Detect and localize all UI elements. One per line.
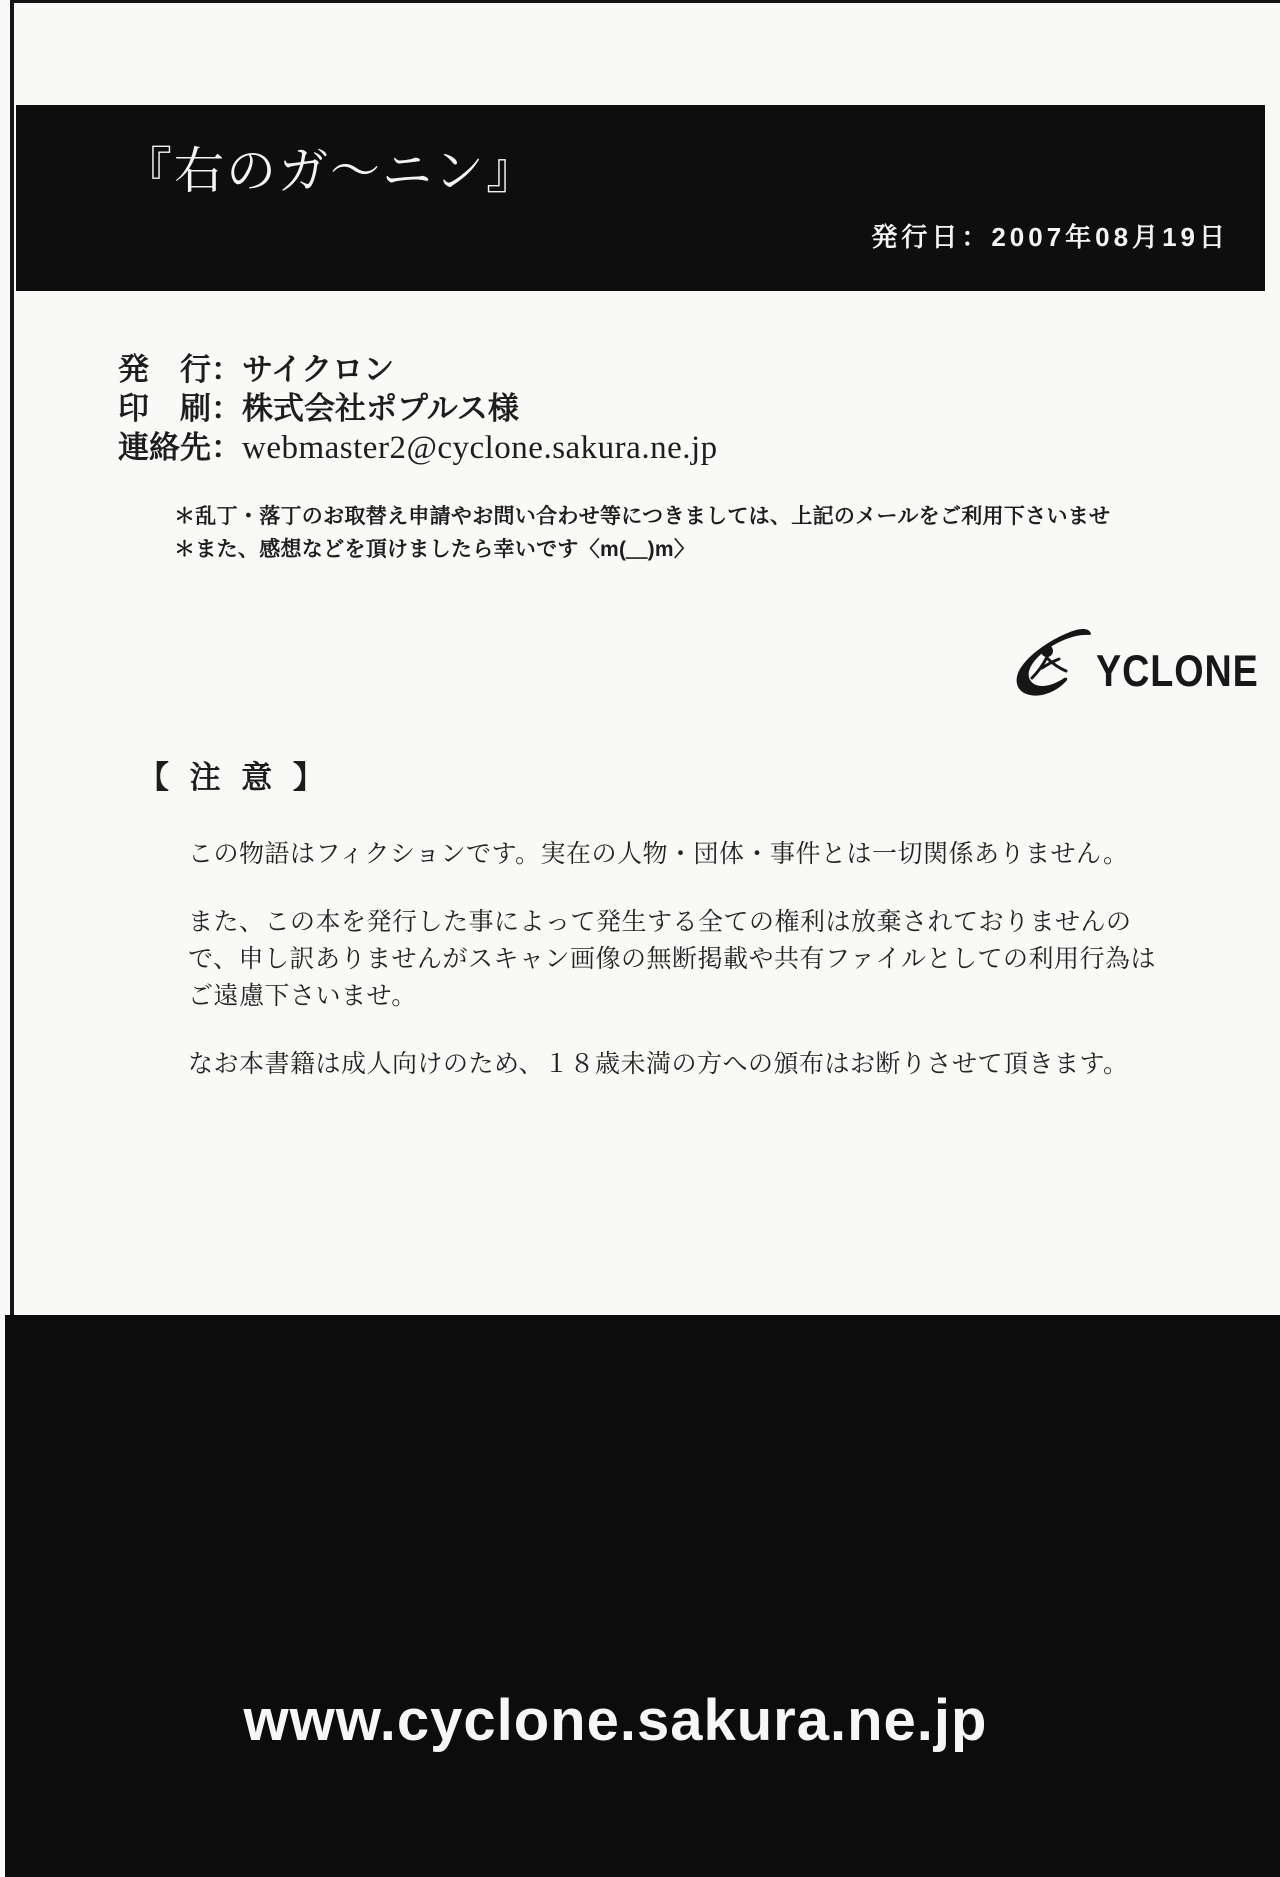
printer-row bbox=[118, 389, 718, 428]
notice-paragraph-rights: また、この本を発行した事によって発生する全ての権利は放棄されておりませんので、申し訳ありませんがスキャン画像の無断掲載や共有ファイルとしての利用行為はご遠慮下さいませ。 bbox=[188, 908, 1157, 1010]
contact-label: 連絡先： bbox=[118, 430, 242, 465]
cyclone-wordmark: YCLONE bbox=[1096, 646, 1259, 696]
publish-date: 発行日：2007年08月19日 bbox=[871, 222, 1229, 252]
title-band bbox=[16, 105, 1265, 291]
notes-block bbox=[174, 500, 1110, 566]
contact-email: webmaster2@cyclone.sakura.ne.jp bbox=[242, 430, 718, 466]
contact-row bbox=[118, 428, 718, 468]
publisher-row bbox=[118, 350, 718, 389]
footer-band bbox=[5, 1315, 1280, 1877]
book-title: 『右のガ〜ニン』 bbox=[122, 143, 538, 199]
notice-heading: 【 注 意 】 bbox=[138, 760, 330, 795]
notice-paragraph-fiction: この物語はフィクションです。実在の人物・団体・事件とは一切関係ありません。 bbox=[188, 840, 1129, 868]
notice-paragraph-adult: なお本書籍は成人向けのため、１８歳未満の方への頒布はお断りさせて頂きます。 bbox=[188, 1050, 1129, 1078]
publisher-label: 発 行： bbox=[118, 352, 242, 387]
printer-value: 株式会社ポプルス様 bbox=[242, 391, 519, 426]
scan-border-left bbox=[10, 0, 14, 1316]
note-feedback: ＊また、感想などを頂けましたら幸いです〈m(＿)m〉 bbox=[174, 538, 696, 561]
publication-info bbox=[118, 350, 718, 468]
cyclone-brush-c-icon bbox=[1008, 624, 1098, 708]
printer-label: 印 刷： bbox=[118, 391, 242, 426]
scan-border-top bbox=[12, 0, 1280, 3]
cyclone-logo bbox=[1008, 624, 1259, 708]
website-url: www.cyclone.sakura.ne.jp bbox=[243, 1688, 988, 1753]
note-replacement: ＊乱丁・落丁のお取替え申請やお問い合わせ等につきましては、上記のメールをご利用下さいませ bbox=[174, 505, 1111, 528]
publisher-value: サイクロン bbox=[242, 352, 395, 387]
